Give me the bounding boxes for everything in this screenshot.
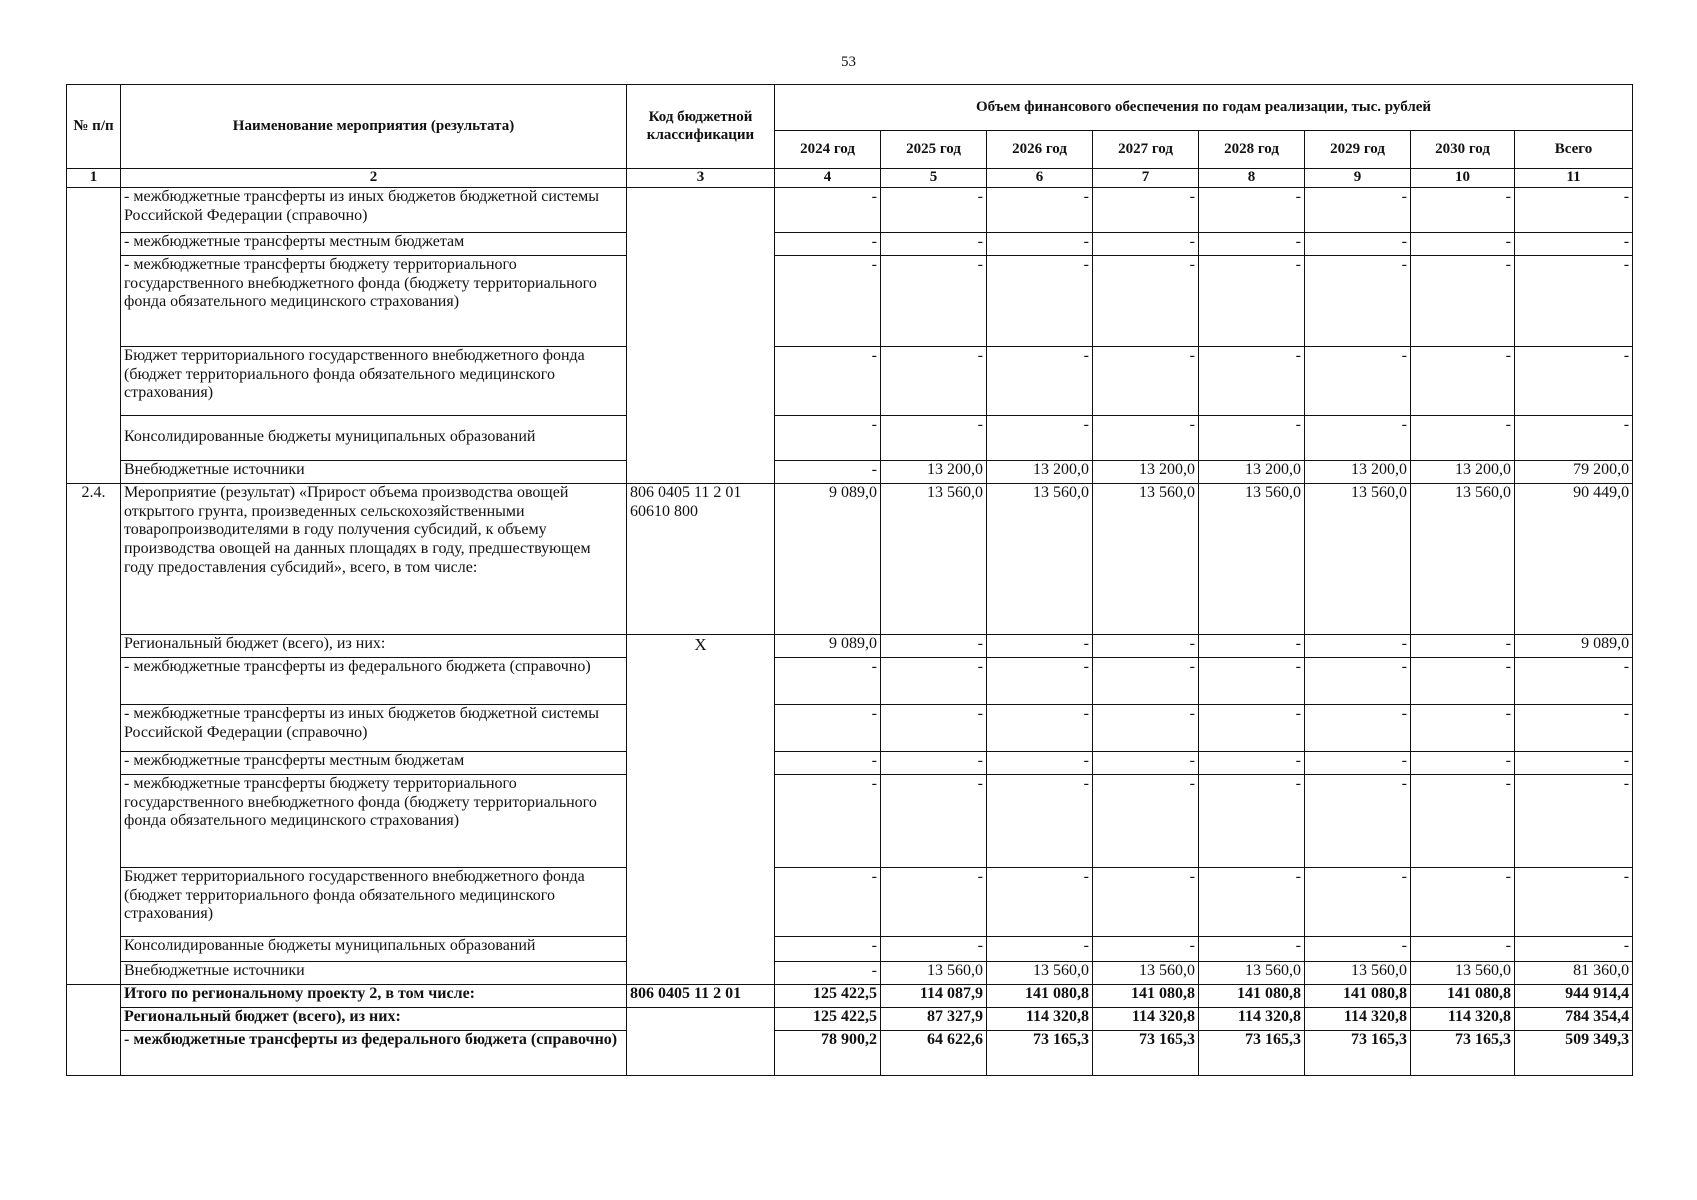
column-number: 11 xyxy=(1515,169,1633,188)
row-name: Бюджет территориального государственного внебюджетного фонда (бюджет территориального фонда обязательного медицинского страхования) xyxy=(121,867,627,936)
value-cell: - xyxy=(881,751,987,774)
column-number: 9 xyxy=(1305,169,1411,188)
value-cell: - xyxy=(881,704,987,751)
value-cell: 13 560,0 xyxy=(1411,483,1515,634)
row-index xyxy=(67,984,121,1075)
value-cell: - xyxy=(1199,232,1305,255)
row-name: Внебюджетные источники xyxy=(121,961,627,984)
value-cell: - xyxy=(987,187,1093,232)
row-name: Мероприятие (результат) «Прирост объема производства овощей открытого грунта, произведенных сельскохозяйственными товаропроизводителями в году получения субсидий, к объему производства овощей на данных площадях в году, предшествующем году предоставления субсидий», всего, в том числе: xyxy=(121,483,627,634)
total-cell: - xyxy=(1515,774,1633,867)
value-cell: - xyxy=(1199,346,1305,415)
table-row xyxy=(67,751,1633,774)
value-cell: 13 560,0 xyxy=(1199,483,1305,634)
column-number: 2 xyxy=(121,169,627,188)
column-number: 4 xyxy=(775,169,881,188)
total-cell: 81 360,0 xyxy=(1515,961,1633,984)
row-name: - межбюджетные трансферты из иных бюджетов бюджетной системы Российской Федерации (справочно) xyxy=(121,704,627,751)
table-row xyxy=(67,460,1633,483)
value-cell: - xyxy=(987,657,1093,704)
value-cell: - xyxy=(987,867,1093,936)
total-cell: 79 200,0 xyxy=(1515,460,1633,483)
value-cell: 9 089,0 xyxy=(775,634,881,657)
table-row xyxy=(67,774,1633,867)
value-cell: - xyxy=(881,255,987,346)
value-cell: - xyxy=(1411,751,1515,774)
row-code xyxy=(627,1007,775,1075)
value-cell: - xyxy=(1093,936,1199,961)
total-cell: - xyxy=(1515,255,1633,346)
value-cell: 13 560,0 xyxy=(1411,961,1515,984)
column-number: 1 xyxy=(67,169,121,188)
value-cell: - xyxy=(1093,704,1199,751)
value-cell: - xyxy=(1305,232,1411,255)
value-cell: - xyxy=(775,346,881,415)
value-cell: 13 560,0 xyxy=(1305,483,1411,634)
value-cell: 13 560,0 xyxy=(1093,483,1199,634)
table-row xyxy=(67,483,1633,634)
row-name: Итого по региональному проекту 2, в том числе: xyxy=(121,984,627,1007)
value-cell: 141 080,8 xyxy=(1411,984,1515,1007)
value-cell: - xyxy=(775,867,881,936)
value-cell: - xyxy=(775,704,881,751)
value-cell: 13 200,0 xyxy=(1093,460,1199,483)
table-row xyxy=(67,1007,1633,1030)
header-code: Код бюджетной классификации xyxy=(627,85,775,169)
value-cell: - xyxy=(1199,255,1305,346)
value-cell: - xyxy=(1411,187,1515,232)
header-year: 2025 год xyxy=(881,131,987,169)
header-year: 2028 год xyxy=(1199,131,1305,169)
row-name: - межбюджетные трансферты из иных бюджетов бюджетной системы Российской Федерации (справочно) xyxy=(121,187,627,232)
total-cell: - xyxy=(1515,346,1633,415)
value-cell: - xyxy=(1305,936,1411,961)
value-cell: - xyxy=(775,232,881,255)
table-row xyxy=(67,657,1633,704)
total-cell: - xyxy=(1515,751,1633,774)
value-cell: - xyxy=(1411,867,1515,936)
total-cell: - xyxy=(1515,187,1633,232)
value-cell: - xyxy=(881,346,987,415)
table-row xyxy=(67,1030,1633,1075)
value-cell: - xyxy=(987,751,1093,774)
value-cell: - xyxy=(1411,346,1515,415)
row-index: 2.4. xyxy=(67,483,121,984)
value-cell: 125 422,5 xyxy=(775,984,881,1007)
value-cell: - xyxy=(1305,415,1411,460)
value-cell: - xyxy=(1411,634,1515,657)
table-row xyxy=(67,346,1633,415)
value-cell: - xyxy=(881,232,987,255)
row-name: - межбюджетные трансферты бюджету территориального государственного внебюджетного фонда (бюджету территориального фонда обязательного медицинского страхования) xyxy=(121,255,627,346)
value-cell: 114 320,8 xyxy=(1305,1007,1411,1030)
value-cell: - xyxy=(775,255,881,346)
value-cell: - xyxy=(881,936,987,961)
value-cell: 114 320,8 xyxy=(1411,1007,1515,1030)
table-row xyxy=(67,634,1633,657)
value-cell: 73 165,3 xyxy=(1093,1030,1199,1075)
value-cell: 13 200,0 xyxy=(1305,460,1411,483)
value-cell: 73 165,3 xyxy=(1305,1030,1411,1075)
financing-table xyxy=(66,84,1633,1076)
table-row xyxy=(67,961,1633,984)
header-financing: Объем финансового обеспечения по годам реализации, тыс. рублей xyxy=(775,85,1633,131)
value-cell: - xyxy=(1199,751,1305,774)
row-code: X xyxy=(627,634,775,984)
value-cell: - xyxy=(1411,657,1515,704)
value-cell: 64 622,6 xyxy=(881,1030,987,1075)
value-cell: 13 560,0 xyxy=(987,483,1093,634)
value-cell: - xyxy=(775,751,881,774)
value-cell: - xyxy=(775,187,881,232)
value-cell: 141 080,8 xyxy=(1093,984,1199,1007)
value-cell: - xyxy=(987,704,1093,751)
value-cell: - xyxy=(1411,232,1515,255)
row-name: - межбюджетные трансферты бюджету территориального государственного внебюджетного фонда (бюджету территориального фонда обязательного медицинского страхования) xyxy=(121,774,627,867)
value-cell: - xyxy=(1199,867,1305,936)
value-cell: 73 165,3 xyxy=(987,1030,1093,1075)
value-cell: - xyxy=(881,634,987,657)
column-number: 3 xyxy=(627,169,775,188)
page-number: 53 xyxy=(841,54,856,70)
value-cell: - xyxy=(1093,187,1199,232)
row-code: 806 0405 11 2 01 xyxy=(627,984,775,1007)
value-cell: - xyxy=(987,634,1093,657)
column-number: 10 xyxy=(1411,169,1515,188)
value-cell: - xyxy=(987,255,1093,346)
value-cell: - xyxy=(1199,187,1305,232)
value-cell: - xyxy=(775,460,881,483)
value-cell: - xyxy=(1411,415,1515,460)
value-cell: - xyxy=(775,774,881,867)
value-cell: 125 422,5 xyxy=(775,1007,881,1030)
row-name: - межбюджетные трансферты местным бюджетам xyxy=(121,751,627,774)
value-cell: - xyxy=(1305,657,1411,704)
value-cell: 87 327,9 xyxy=(881,1007,987,1030)
row-name: Внебюджетные источники xyxy=(121,460,627,483)
value-cell: - xyxy=(1093,415,1199,460)
row-name: - межбюджетные трансферты местным бюджетам xyxy=(121,232,627,255)
row-code xyxy=(627,187,775,483)
value-cell: - xyxy=(1305,634,1411,657)
value-cell: - xyxy=(1093,255,1199,346)
value-cell: - xyxy=(1199,774,1305,867)
total-cell: 944 914,4 xyxy=(1515,984,1633,1007)
value-cell: - xyxy=(881,187,987,232)
table-row xyxy=(67,187,1633,232)
total-cell: - xyxy=(1515,867,1633,936)
row-index xyxy=(67,187,121,483)
value-cell: - xyxy=(1199,657,1305,704)
value-cell: - xyxy=(987,774,1093,867)
row-name: - межбюджетные трансферты из федерального бюджета (справочно) xyxy=(121,1030,627,1075)
value-cell: - xyxy=(1305,867,1411,936)
header-year: 2029 год xyxy=(1305,131,1411,169)
value-cell: - xyxy=(775,936,881,961)
value-cell: - xyxy=(1093,657,1199,704)
value-cell: - xyxy=(1199,634,1305,657)
value-cell: - xyxy=(1411,936,1515,961)
value-cell: - xyxy=(1199,936,1305,961)
total-cell: - xyxy=(1515,657,1633,704)
value-cell: - xyxy=(1305,704,1411,751)
total-cell: 90 449,0 xyxy=(1515,483,1633,634)
value-cell: - xyxy=(775,961,881,984)
header-number: № п/п xyxy=(67,85,121,169)
row-code: 806 0405 11 2 01 60610 800 xyxy=(627,483,775,634)
total-cell: 509 349,3 xyxy=(1515,1030,1633,1075)
column-number: 6 xyxy=(987,169,1093,188)
total-cell: 784 354,4 xyxy=(1515,1007,1633,1030)
value-cell: 114 320,8 xyxy=(987,1007,1093,1030)
value-cell: 13 560,0 xyxy=(987,961,1093,984)
total-cell: - xyxy=(1515,232,1633,255)
value-cell: - xyxy=(1199,704,1305,751)
table-row xyxy=(67,255,1633,346)
header-year: 2027 год xyxy=(1093,131,1199,169)
value-cell: - xyxy=(881,415,987,460)
value-cell: - xyxy=(987,936,1093,961)
column-number: 7 xyxy=(1093,169,1199,188)
header-year: 2024 год xyxy=(775,131,881,169)
row-name: Региональный бюджет (всего), из них: xyxy=(121,1007,627,1030)
table-row xyxy=(67,867,1633,936)
value-cell: - xyxy=(881,774,987,867)
value-cell: - xyxy=(1305,346,1411,415)
table-row xyxy=(67,984,1633,1007)
value-cell: - xyxy=(1305,255,1411,346)
value-cell: - xyxy=(1093,867,1199,936)
value-cell: - xyxy=(1093,774,1199,867)
table-row xyxy=(67,704,1633,751)
value-cell: 13 560,0 xyxy=(1093,961,1199,984)
value-cell: - xyxy=(987,232,1093,255)
value-cell: 141 080,8 xyxy=(987,984,1093,1007)
value-cell: - xyxy=(987,415,1093,460)
value-cell: 13 560,0 xyxy=(881,961,987,984)
value-cell: - xyxy=(1411,704,1515,751)
value-cell: 78 900,2 xyxy=(775,1030,881,1075)
value-cell: - xyxy=(881,867,987,936)
row-name: Региональный бюджет (всего), из них: xyxy=(121,634,627,657)
value-cell: 114 320,8 xyxy=(1199,1007,1305,1030)
total-cell: - xyxy=(1515,936,1633,961)
column-number: 8 xyxy=(1199,169,1305,188)
value-cell: 13 560,0 xyxy=(881,483,987,634)
value-cell: - xyxy=(987,346,1093,415)
value-cell: - xyxy=(1093,232,1199,255)
value-cell: 114 087,9 xyxy=(881,984,987,1007)
row-name: - межбюджетные трансферты из федерального бюджета (справочно) xyxy=(121,657,627,704)
value-cell: - xyxy=(1199,415,1305,460)
total-cell: 9 089,0 xyxy=(1515,634,1633,657)
value-cell: 73 165,3 xyxy=(1199,1030,1305,1075)
value-cell: - xyxy=(881,657,987,704)
value-cell: - xyxy=(775,415,881,460)
value-cell: 13 560,0 xyxy=(1199,961,1305,984)
value-cell: 13 200,0 xyxy=(881,460,987,483)
value-cell: - xyxy=(1093,751,1199,774)
value-cell: 13 200,0 xyxy=(987,460,1093,483)
value-cell: - xyxy=(1093,346,1199,415)
value-cell: 9 089,0 xyxy=(775,483,881,634)
total-cell: - xyxy=(1515,415,1633,460)
table-row xyxy=(67,232,1633,255)
header-year: 2026 год xyxy=(987,131,1093,169)
value-cell: 13 200,0 xyxy=(1411,460,1515,483)
row-name: Консолидированные бюджеты муниципальных образований xyxy=(121,936,627,961)
value-cell: - xyxy=(1305,187,1411,232)
value-cell: - xyxy=(1305,751,1411,774)
header-year: 2030 год xyxy=(1411,131,1515,169)
column-number: 5 xyxy=(881,169,987,188)
value-cell: - xyxy=(1411,255,1515,346)
value-cell: 141 080,8 xyxy=(1305,984,1411,1007)
value-cell: 13 560,0 xyxy=(1305,961,1411,984)
value-cell: 141 080,8 xyxy=(1199,984,1305,1007)
total-cell: - xyxy=(1515,704,1633,751)
value-cell: - xyxy=(775,657,881,704)
header-name: Наименование мероприятия (результата) xyxy=(121,85,627,169)
row-name: Консолидированные бюджеты муниципальных образований xyxy=(121,415,627,460)
header-total: Всего xyxy=(1515,131,1633,169)
value-cell: - xyxy=(1305,774,1411,867)
value-cell: 114 320,8 xyxy=(1093,1007,1199,1030)
value-cell: - xyxy=(1093,634,1199,657)
table-row xyxy=(67,415,1633,460)
row-name: Бюджет территориального государственного внебюджетного фонда (бюджет территориального фонда обязательного медицинского страхования) xyxy=(121,346,627,415)
value-cell: 13 200,0 xyxy=(1199,460,1305,483)
value-cell: 73 165,3 xyxy=(1411,1030,1515,1075)
table-row xyxy=(67,936,1633,961)
value-cell: - xyxy=(1411,774,1515,867)
